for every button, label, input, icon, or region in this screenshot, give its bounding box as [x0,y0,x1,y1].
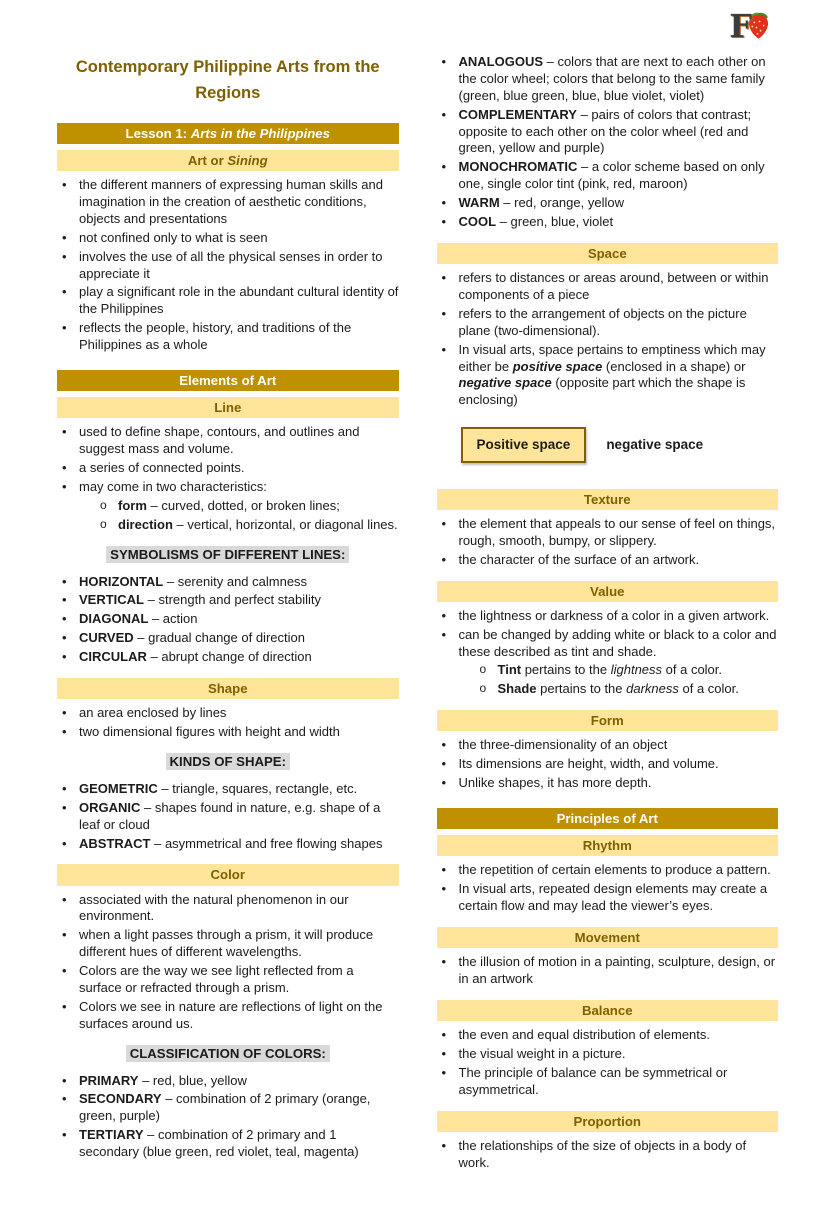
text-run: Lesson 1: [125,125,191,141]
bullet-marker: • [62,592,67,608]
bullet-marker: • [62,998,67,1014]
space-demo [437,427,779,463]
text-run: WARM [458,195,500,211]
highlight-heading-text [166,753,291,770]
bullet-marker: • [62,799,67,815]
list-item-text [459,1138,779,1172]
text-run: Sining [227,152,268,168]
bullet-marker: • [62,705,67,721]
text-run: of a color. [678,681,739,697]
bullet-marker: • [441,881,447,897]
bullet-list [437,270,779,409]
text-run: pertains to the [521,662,611,678]
text-run: CURVED [79,630,134,646]
list-item [57,230,399,247]
bullet-marker: • [441,106,447,122]
text-run: refers to distances or areas around, between or within components of a piece [458,270,769,302]
list-item [57,592,399,609]
text-run: Rhythm [582,838,632,854]
bullet-list [437,862,779,915]
text-run: Movement [574,929,640,945]
list-item [437,954,779,988]
list-item-text [79,649,399,666]
bullet-marker: • [441,159,447,175]
list-item [57,177,399,228]
list-item [57,630,399,647]
subsection-banner [437,581,779,602]
subsection-banner [57,150,399,171]
list-item [57,1091,399,1125]
bullet-list [57,705,399,741]
text-run: the element that appeals to our sense of feel on things, rough, smooth, bumpy, or slippery. [458,515,776,548]
positive-space-box: Positive space [461,427,587,463]
bullet-marker: o [100,516,107,531]
list-item-text [459,306,779,340]
list-item [57,963,399,997]
text-run: (enclosed in a shape) or [602,358,746,374]
text-run: In visual arts, repeated design elements may create a certain flow and may lead the viewer’s eyes. [458,881,768,914]
text-run: Space [587,245,627,261]
bullet-marker: • [62,1072,67,1088]
bullet-list [437,608,779,698]
text-run: ANALOGOUS [458,54,543,69]
bullet-marker: • [441,954,447,970]
text-run: – green, blue, violet [496,214,614,230]
list-item [57,424,399,458]
list-item [57,460,399,477]
text-run: Its dimensions are height, width, and volume. [458,756,719,772]
text-run: the relationships of the size of objects in a body of work. [458,1137,747,1170]
highlight-heading [57,546,399,564]
list-item [437,54,779,105]
list-item-text [459,195,779,212]
list-item-text [459,107,779,158]
list-item [57,649,399,666]
text-run: VERTICAL [79,592,144,608]
text-run: direction [118,516,173,532]
bullet-marker: • [62,780,67,796]
bullet-marker: • [62,284,67,300]
subsection-banner [437,835,779,856]
list-item [437,862,779,879]
text-run: – shapes found in nature, e.g. shape of a leaf or cloud [79,799,381,832]
list-item-text [118,517,399,534]
text-run: the three-dimensionality of an object [458,737,668,753]
bullet-marker: • [441,305,447,321]
list-item [437,1138,779,1172]
list-item-text [79,249,399,283]
text-run: Shade [497,681,537,697]
list-item [57,479,399,496]
text-run: not confined only to what is seen [79,229,268,245]
text-run: negative space [458,375,552,391]
bullet-marker: • [441,737,447,753]
list-item-text [79,320,399,354]
list-item [437,552,779,569]
list-item-text [79,781,399,798]
list-item-text [459,54,779,105]
bullet-marker: • [441,756,447,772]
text-run: – red, orange, yellow [499,195,624,211]
highlight-heading-text [106,546,349,563]
bullet-list [437,1027,779,1099]
text-run: GEOMETRIC [79,780,158,796]
list-item-text [79,284,399,318]
list-item-text [79,592,399,609]
list-item-text [459,1065,779,1099]
bullet-list [437,737,779,792]
text-run: – gradual change of direction [133,630,305,646]
bullet-marker: • [62,320,67,336]
list-item-text [79,460,399,477]
text-run: a series of connected points. [79,460,245,476]
list-item [437,1046,779,1063]
text-run: – colors that are next to each other on the color wheel; colors that belong to the same family (green, blue green, blue, blue violet, violet) [458,54,766,103]
text-run: involves the use of all the physical senses in order to appreciate it [79,248,383,281]
list-item-text [79,963,399,997]
list-item-text [459,737,779,754]
text-run: In visual arts, space pertains to emptiness which may either be [458,341,766,374]
bullet-marker: • [62,927,67,943]
list-item-text [459,954,779,988]
text-run: the repetition of certain elements to produce a pattern. [458,862,771,878]
text-run: ABSTRACT [79,835,151,851]
list-item [57,1073,399,1090]
highlight-heading [57,1045,399,1063]
bullet-marker: • [62,177,67,193]
bullet-marker: • [62,229,67,245]
text-run: Value [590,583,625,599]
bullet-marker: • [441,1064,447,1080]
bullet-marker: • [441,341,447,357]
text-run: – pairs of colors that contrast; opposite to each other on the color wheel (red and green, yellow and purple) [458,106,752,156]
list-item [57,611,399,628]
text-run: used to define shape, contours, and outlines and suggest mass and volume. [79,424,360,457]
bullet-marker: • [62,573,67,589]
text-run: Arts in the Philippines [190,125,330,141]
bullet-marker: • [62,835,67,851]
list-item [57,705,399,722]
list-item-text [79,800,399,834]
list-item-text [79,1073,399,1090]
list-item-text [79,999,399,1033]
bullet-list [57,892,399,1033]
list-item [437,756,779,773]
subsection-banner [437,1000,779,1021]
text-run: Shape [207,681,248,696]
text-run: Unlike shapes, it has more depth. [458,775,652,791]
list-item-text [459,627,779,661]
page-title [65,54,391,107]
list-item [437,681,779,698]
text-run: associated with the natural phenomenon in our environment. [79,891,349,924]
list-item-text [459,608,779,625]
list-item [57,999,399,1033]
bullet-marker: • [441,1137,447,1153]
list-item-text [79,177,399,228]
text-run: darkness [626,681,679,697]
subsection-banner [437,1111,779,1132]
text-run: – a color scheme based on only one, single color tint (pink, red, maroon) [458,159,765,192]
bullet-list [437,54,779,231]
list-item-text [79,1091,399,1125]
list-item [57,800,399,834]
logo-letter-f: F [729,7,752,45]
text-run: can be changed by adding white or black to a color and these described as tint and shade. [458,626,777,659]
subsection-banner [57,678,399,699]
bullet-list [437,954,779,988]
bullet-marker: • [441,214,447,230]
text-run: the visual weight in a picture. [458,1045,626,1061]
text-run: – strength and perfect stability [144,592,322,608]
bullet-marker: • [441,54,447,69]
text-run: – curved, dotted, or broken lines; [146,497,340,513]
list-item-text [459,159,779,193]
right-column [437,54,779,1184]
bullet-list [437,516,779,569]
bullet-list [57,574,399,666]
list-item [437,306,779,340]
section-banner [437,808,779,829]
list-item [437,214,779,231]
bullet-marker: • [441,607,447,623]
text-run: lightness [610,662,663,678]
text-run: COOL [458,214,497,230]
text-run: reflects the people, history, and traditions of the Philippines as a whole [79,320,352,353]
bullet-marker: • [441,1027,447,1043]
text-run: positive space [512,358,603,374]
list-item [437,195,779,212]
list-item [57,724,399,741]
highlight-heading [57,753,399,771]
text-run: CIRCULAR [79,649,147,665]
text-run: the even and equal distribution of elements. [458,1027,711,1043]
bullet-marker: • [62,611,67,627]
text-run: refers to the arrangement of objects on the picture plane (two-dimensional). [458,305,747,338]
bullet-marker: • [62,248,67,264]
subsection-banner [57,864,399,885]
subsection-banner [437,489,779,510]
bullet-marker: • [62,478,67,494]
section-banner [57,123,399,144]
bullet-marker: • [62,649,67,665]
bullet-marker: • [441,515,447,531]
list-item-text [459,342,779,410]
list-item [57,498,399,515]
text-run: Form [590,713,624,729]
list-item [57,1127,399,1161]
text-run: COMPLEMENTARY [458,106,577,122]
list-item-text [459,1027,779,1044]
list-item [437,775,779,792]
text-run: the character of the surface of an artwork. [458,551,700,567]
text-run: Art or [187,152,228,168]
left-column [57,54,399,1184]
bullet-marker: o [479,681,487,696]
list-item-text [459,881,779,915]
section-banner [57,370,399,391]
list-item-text [498,681,779,698]
text-run: – asymmetrical and free flowing shapes [150,835,383,851]
list-item-text [459,214,779,231]
text-run: – action [148,611,198,627]
text-run: KINDS OF SHAPE: [169,753,286,769]
text-run: – combination of 2 primary (orange, green, purple) [79,1091,371,1124]
text-run: play a significant role in the abundant cultural identity of the Philippines [79,284,399,317]
list-item-text [459,756,779,773]
list-item [57,249,399,283]
bullet-marker: • [62,630,67,646]
bullet-marker: • [441,195,447,211]
bullet-marker: • [441,270,447,286]
list-item [437,627,779,661]
list-item-text [79,892,399,926]
text-run: Contemporary Philippine Arts from the Regions [75,58,380,103]
bullet-marker: • [62,724,67,740]
highlight-heading-text [126,1045,330,1062]
text-run: DIAGONAL [79,611,149,627]
bullet-list [57,424,399,533]
text-run: CLASSIFICATION OF COLORS: [129,1045,326,1061]
text-run: the illusion of motion in a painting, sculpture, design, or in an artwork [458,954,776,987]
bullet-list [437,1138,779,1172]
list-item [437,881,779,915]
text-run: (opposite part which the shape is enclosing) [458,375,746,408]
list-item [437,608,779,625]
bullet-marker: • [62,963,67,979]
bullet-marker: • [62,460,67,476]
list-item [437,1027,779,1044]
bullet-marker: • [441,1045,447,1061]
list-item-text [79,424,399,458]
text-run: – abrupt change of direction [146,649,312,665]
text-run: – red, blue, yellow [138,1072,247,1088]
list-item [57,284,399,318]
list-item-text [459,1046,779,1063]
list-item-text [79,724,399,741]
text-run: – triangle, squares, rectangle, etc. [157,780,358,796]
text-run: Texture [583,491,631,507]
list-item-text [459,862,779,879]
text-run: – combination of 2 primary and 1 secondary (blue green, red violet, teal, magenta) [79,1127,359,1160]
text-run: the different manners of expressing human skills and imagination in the creation of aesthetic conditions, objects and presentations [79,177,383,226]
text-run: – serenity and calmness [163,573,308,589]
text-run: form [118,497,147,513]
bullet-list [57,177,399,354]
list-item [437,737,779,754]
subsection-banner [437,927,779,948]
text-run: Proportion [573,1113,641,1129]
text-run: TERTIARY [79,1127,144,1143]
list-item-text [79,479,399,496]
text-run: Line [214,400,242,416]
list-item [437,159,779,193]
list-item-text [79,630,399,647]
text-run: of a color. [662,662,723,678]
list-item-text [498,662,779,679]
text-run: The principle of balance can be symmetrical or asymmetrical. [458,1064,728,1097]
subsection-banner [57,397,399,418]
bullet-list [57,1073,399,1161]
text-run: Elements of Art [179,373,277,388]
list-item [57,320,399,354]
list-item-text [79,927,399,961]
text-run: Colors are the way we see light reflected from a surface or refracted through a prism. [79,963,354,995]
subsection-banner [437,710,779,731]
list-item-text [79,836,399,853]
list-item [437,516,779,550]
text-run: Balance [581,1002,633,1018]
text-run: HORIZONTAL [79,573,164,589]
list-item [437,662,779,679]
text-run: ORGANIC [79,799,141,815]
list-item [57,517,399,534]
list-item-text [79,1127,399,1161]
list-item [437,1065,779,1099]
text-run: Principles of Art [556,811,658,826]
text-run: Color [210,867,245,883]
list-item [437,270,779,304]
text-run: may come in two characteristics: [79,478,267,494]
list-item-text [79,230,399,247]
text-run: Colors we see in nature are reflections of light on the surfaces around us. [79,998,383,1031]
bullet-marker: • [441,626,447,642]
text-run: an area enclosed by lines [79,705,227,721]
bullet-list [57,781,399,853]
text-run: SECONDARY [79,1091,162,1107]
text-run: when a light passes through a prism, it will produce different hues of different wavelengths. [79,927,374,960]
text-run: SYMBOLISMS OF DIFFERENT LINES: [110,546,346,562]
text-run: PRIMARY [79,1072,139,1088]
list-item [437,107,779,158]
bullet-marker: • [62,424,67,440]
list-item-text [459,516,779,550]
list-item [57,574,399,591]
subsection-banner [437,243,779,264]
list-item [57,781,399,798]
bullet-marker: • [441,775,447,791]
bullet-marker: • [62,891,67,907]
list-item [57,892,399,926]
list-item-text [459,775,779,792]
list-item [57,927,399,961]
bullet-marker: • [62,1091,67,1107]
bullet-marker: • [62,1127,67,1143]
list-item-text [79,574,399,591]
list-item-text [118,498,399,515]
bullet-marker: • [441,862,447,878]
text-run: – vertical, horizontal, or diagonal lines. [172,516,398,532]
text-run: two dimensional figures with height and width [79,724,340,740]
text-run: Tint [497,662,522,678]
list-item-text [79,705,399,722]
logo [729,7,772,45]
list-item-text [459,552,779,569]
bullet-marker: o [479,662,487,677]
text-run: MONOCHROMATIC [458,159,578,175]
list-item-text [79,611,399,628]
list-item [437,342,779,410]
list-item-text [459,270,779,304]
bullet-marker: • [441,551,447,567]
list-item [57,836,399,853]
negative-space-label: negative space [606,437,704,453]
text-run: pertains to the [536,681,627,697]
bullet-marker: o [100,497,107,512]
text-run: the lightness or darkness of a color in a given artwork. [458,607,770,623]
